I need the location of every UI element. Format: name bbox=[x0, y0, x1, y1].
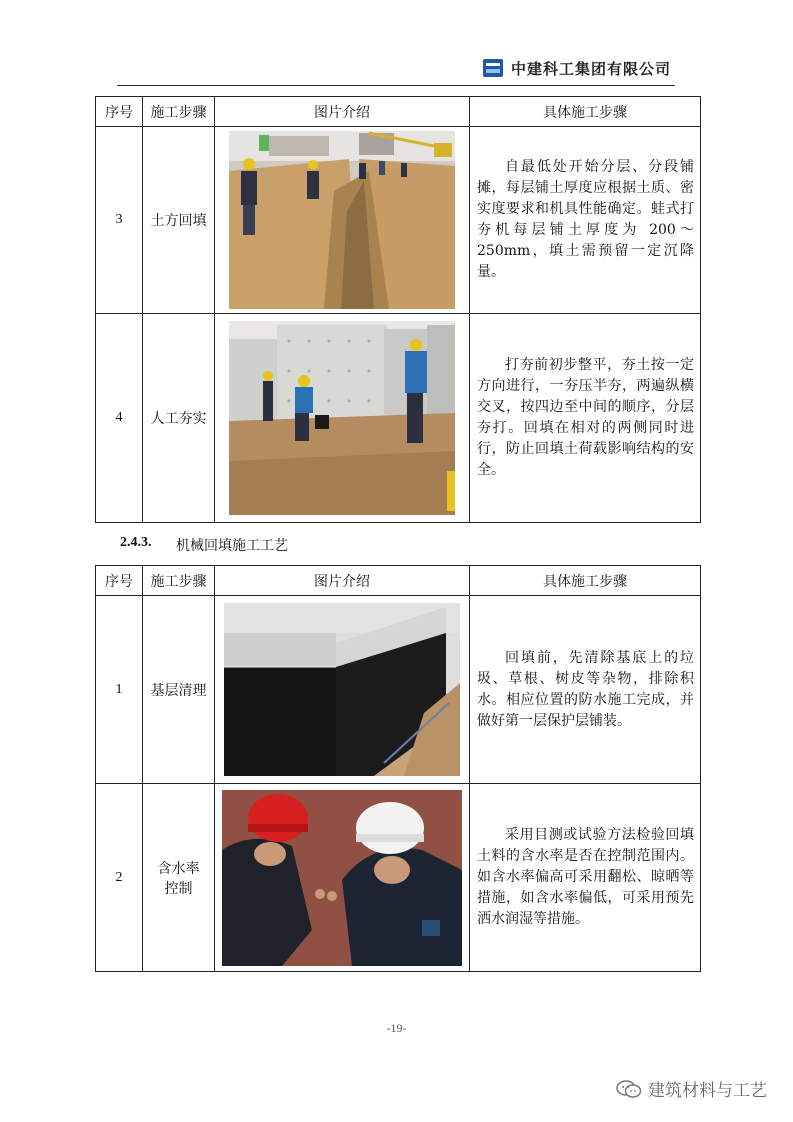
header-detail: 具体施工步骤 bbox=[470, 566, 701, 596]
header-seq: 序号 bbox=[96, 566, 143, 596]
watermark bbox=[616, 1076, 767, 1101]
photo-cell bbox=[215, 784, 470, 972]
company-logo-icon bbox=[483, 59, 503, 77]
table-row bbox=[96, 314, 701, 523]
header-seq: 序号 bbox=[96, 97, 143, 127]
step-name: 土方回填 bbox=[143, 127, 215, 314]
photo-cell bbox=[215, 596, 470, 784]
header-photo: 图片介绍 bbox=[215, 566, 470, 596]
photo-cell bbox=[215, 314, 470, 523]
section-heading bbox=[120, 535, 288, 555]
header-rule bbox=[117, 85, 675, 86]
step-name: 基层清理 bbox=[143, 596, 215, 784]
header-detail: 具体施工步骤 bbox=[470, 97, 701, 127]
section-number: 2.4.3. bbox=[120, 535, 152, 550]
table-header-row bbox=[96, 566, 701, 596]
row-number: 2 bbox=[96, 784, 143, 972]
company-brand bbox=[483, 58, 671, 78]
wechat-icon bbox=[616, 1079, 642, 1099]
step-description: 打夯前初步整平，夯土按一定方向进行，一夯压半夯，两遍纵横交叉，按四边至中间的顺序，分层夯打。回填在相对的两侧同时进行，防止回填土荷载影响结构的安全。 bbox=[470, 314, 701, 523]
header-step: 施工步骤 bbox=[143, 566, 215, 596]
step-name-line-2: 控制 bbox=[164, 880, 193, 897]
construction-steps-table-2 bbox=[95, 565, 701, 972]
step-description: 自最低处开始分层、分段铺摊，每层铺土厚度应根据土质、密实度要求和机具性能确定。蛙式打夯机每层铺土厚度为 200～250mm，填土需预留一定沉降量。 bbox=[470, 127, 701, 314]
watermark-text: 建筑材料与工艺 bbox=[648, 1081, 767, 1101]
header-photo: 图片介绍 bbox=[215, 97, 470, 127]
row-number: 1 bbox=[96, 596, 143, 784]
table-row bbox=[96, 127, 701, 314]
step-description: 采用目测或试验方法检验回填土料的含水率是否在控制范围内。如含水率偏高可采用翻松、晾晒等措施，如含水率偏低，可采用预先洒水润湿等措施。 bbox=[470, 784, 701, 972]
page-header bbox=[117, 56, 675, 86]
company-name: 中建科工集团有限公司 bbox=[510, 59, 671, 78]
row-number: 4 bbox=[96, 314, 143, 523]
table-row bbox=[96, 596, 701, 784]
section-title: 机械回填施工工艺 bbox=[176, 538, 288, 554]
row-number: 3 bbox=[96, 127, 143, 314]
step-name-line-1: 含水率 bbox=[157, 860, 200, 877]
step-name bbox=[143, 784, 215, 972]
moisture-check-photo bbox=[222, 790, 462, 966]
page-number: -19- bbox=[386, 1021, 407, 1035]
table-row bbox=[96, 784, 701, 972]
manual-tamping-photo bbox=[229, 321, 455, 515]
table-header-row bbox=[96, 97, 701, 127]
base-cleaning-photo bbox=[224, 603, 460, 776]
backfill-trench-photo bbox=[229, 131, 455, 309]
construction-steps-table-1 bbox=[95, 96, 701, 523]
photo-cell bbox=[215, 127, 470, 314]
header-step: 施工步骤 bbox=[143, 97, 215, 127]
step-name: 人工夯实 bbox=[143, 314, 215, 523]
step-description: 回填前，先清除基底上的垃圾、草根、树皮等杂物，排除积水。相应位置的防水施工完成，并做好第一层保护层铺装。 bbox=[470, 596, 701, 784]
